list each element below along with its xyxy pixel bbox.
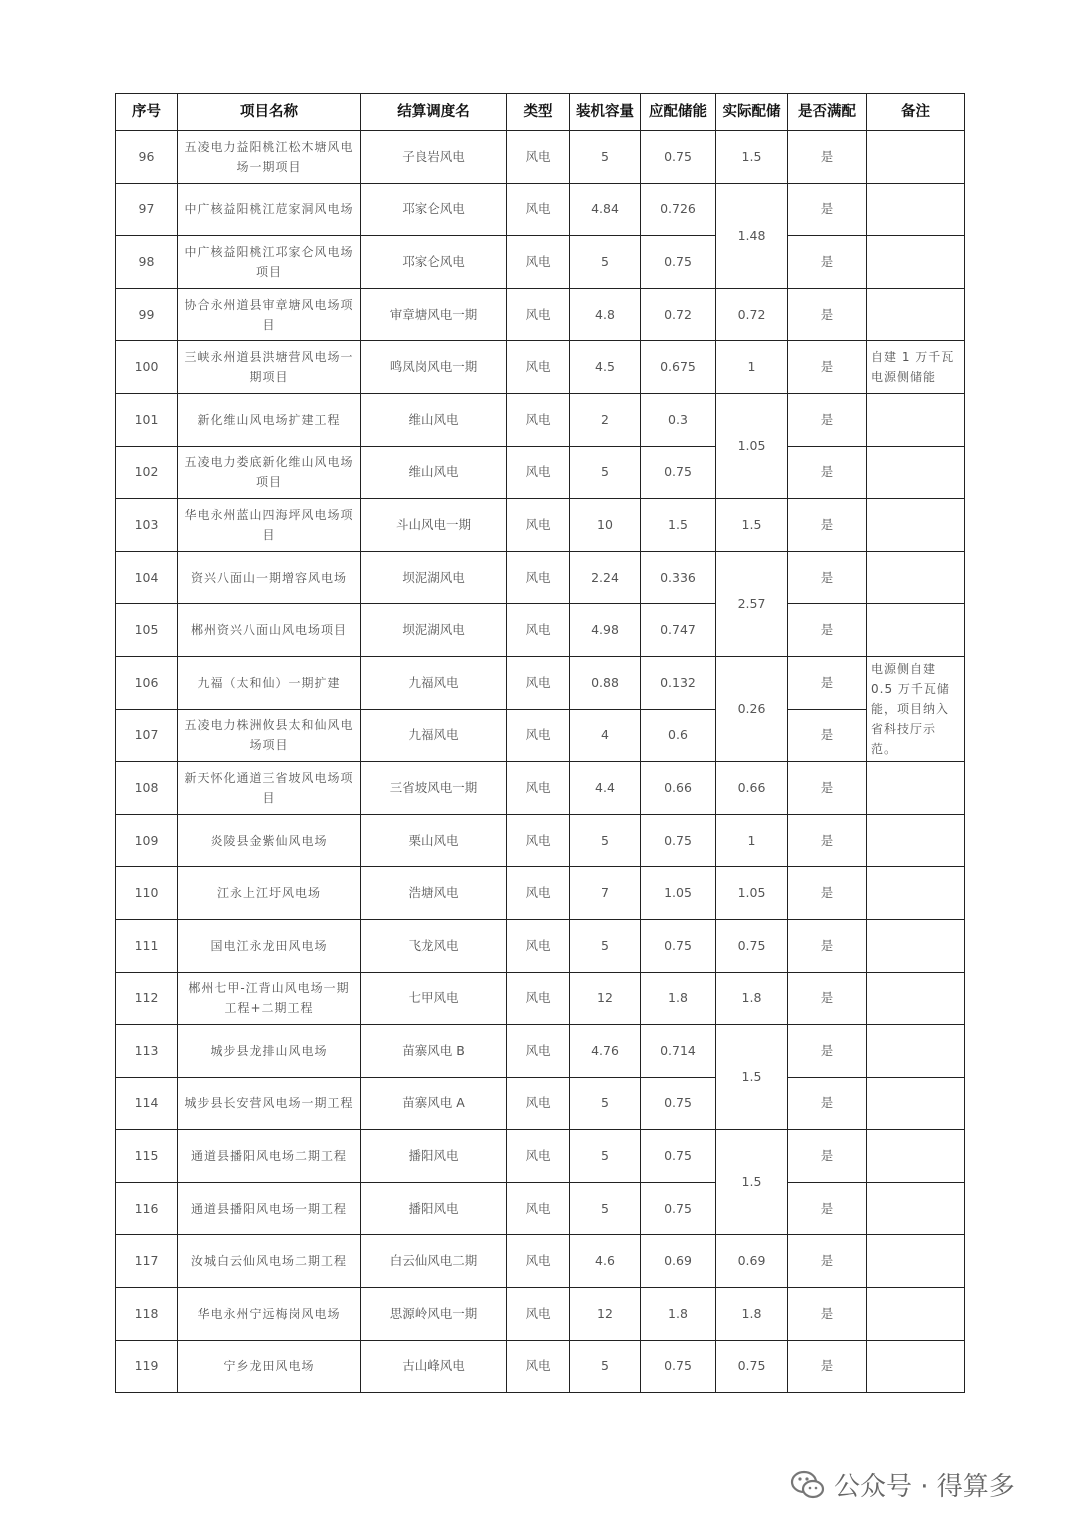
fully-met-cell: 是 [788,1025,867,1078]
capacity-cell: 0.88 [570,656,641,709]
header-row [116,94,965,131]
table-row [116,867,965,920]
type-cell: 风电 [507,1130,570,1183]
actual-storage-cell: 0.26 [716,656,788,761]
type-cell: 风电 [507,972,570,1025]
required-storage-cell: 0.75 [641,814,716,867]
type-cell: 风电 [507,183,570,236]
project-name-cell: 新化维山风电场扩建工程 [178,393,361,446]
row-number-cell: 99 [116,288,178,341]
fully-met-cell: 是 [788,1182,867,1235]
table-row [116,1182,965,1235]
remarks-cell [867,1340,965,1393]
row-number-cell: 110 [116,867,178,920]
actual-storage-cell: 0.75 [716,919,788,972]
remarks-cell [867,499,965,552]
table-row [116,1077,965,1130]
capacity-cell: 5 [570,236,641,289]
required-storage-cell: 0.69 [641,1235,716,1288]
required-storage-cell: 1.8 [641,972,716,1025]
fully-met-cell: 是 [788,709,867,762]
remarks-cell [867,236,965,289]
capacity-cell: 2 [570,393,641,446]
type-cell: 风电 [507,393,570,446]
type-cell: 风电 [507,709,570,762]
required-storage-cell: 0.75 [641,1340,716,1393]
capacity-cell: 4.76 [570,1025,641,1078]
capacity-cell: 4.6 [570,1235,641,1288]
dispatch-name-cell: 邛家仑风电 [361,183,507,236]
fully-met-cell: 是 [788,393,867,446]
dispatch-name-cell: 鸣凤岗风电一期 [361,341,507,394]
table-row [116,446,965,499]
capacity-cell: 12 [570,972,641,1025]
remarks-cell [867,919,965,972]
required-storage-cell: 0.66 [641,762,716,815]
table-row [116,499,965,552]
required-storage-cell: 0.75 [641,446,716,499]
capacity-cell: 4.8 [570,288,641,341]
table-row [116,341,965,394]
required-storage-cell: 0.747 [641,604,716,657]
capacity-cell: 5 [570,919,641,972]
type-cell: 风电 [507,1340,570,1393]
table-row [116,1288,965,1341]
fully-met-cell: 是 [788,341,867,394]
project-name-cell: 郴州七甲-江背山风电场一期工程+二期工程 [178,972,361,1025]
required-storage-cell: 0.75 [641,236,716,289]
dispatch-name-cell: 古山峰风电 [361,1340,507,1393]
project-name-cell: 中广核益阳桃江邛家仑风电场项目 [178,236,361,289]
dispatch-name-cell: 思源岭风电一期 [361,1288,507,1341]
required-storage-cell: 0.75 [641,1130,716,1183]
dispatch-name-cell: 播阳风电 [361,1182,507,1235]
actual-storage-cell: 1.5 [716,499,788,552]
project-name-cell: 协合永州道县审章塘风电场项目 [178,288,361,341]
fully-met-cell: 是 [788,867,867,920]
type-cell: 风电 [507,762,570,815]
remarks-cell [867,814,965,867]
dispatch-name-cell: 审章塘风电一期 [361,288,507,341]
fully-met-cell: 是 [788,131,867,184]
col-header-required-storage: 应配储能 [641,94,716,131]
type-cell: 风电 [507,604,570,657]
type-cell: 风电 [507,288,570,341]
col-header-remarks: 备注 [867,94,965,131]
actual-storage-cell: 1.5 [716,1025,788,1130]
required-storage-cell: 0.726 [641,183,716,236]
required-storage-cell: 0.3 [641,393,716,446]
type-cell: 风电 [507,551,570,604]
dispatch-name-cell: 坝泥湖风电 [361,604,507,657]
table-row [116,709,965,762]
capacity-cell: 5 [570,131,641,184]
required-storage-cell: 0.72 [641,288,716,341]
dispatch-name-cell: 白云仙风电二期 [361,1235,507,1288]
type-cell: 风电 [507,446,570,499]
project-name-cell: 资兴八面山一期增容风电场 [178,551,361,604]
row-number-cell: 116 [116,1182,178,1235]
actual-storage-cell: 0.72 [716,288,788,341]
required-storage-cell: 0.75 [641,1077,716,1130]
type-cell: 风电 [507,1182,570,1235]
col-header-type: 类型 [507,94,570,131]
dispatch-name-cell: 斗山风电一期 [361,499,507,552]
type-cell: 风电 [507,1235,570,1288]
type-cell: 风电 [507,341,570,394]
type-cell: 风电 [507,1077,570,1130]
wechat-icon [790,1469,826,1501]
type-cell: 风电 [507,656,570,709]
type-cell: 风电 [507,131,570,184]
dispatch-name-cell: 苗寨风电 A [361,1077,507,1130]
project-name-cell: 华电永州宁远梅岗风电场 [178,1288,361,1341]
type-cell: 风电 [507,1025,570,1078]
project-name-cell: 江永上江圩风电场 [178,867,361,920]
project-name-cell: 五凌电力株洲攸县太和仙风电场项目 [178,709,361,762]
project-name-cell: 九福（太和仙）一期扩建 [178,656,361,709]
capacity-cell: 5 [570,1182,641,1235]
table-row [116,1340,965,1393]
dispatch-name-cell: 浩塘风电 [361,867,507,920]
actual-storage-cell: 1.05 [716,393,788,498]
remarks-cell [867,1130,965,1183]
remarks-cell [867,972,965,1025]
row-number-cell: 96 [116,131,178,184]
type-cell: 风电 [507,499,570,552]
capacity-cell: 4.5 [570,341,641,394]
project-name-cell: 五凌电力娄底新化维山风电场项目 [178,446,361,499]
table-row [116,236,965,289]
capacity-cell: 4.4 [570,762,641,815]
project-name-cell: 三峡永州道县洪塘营风电场一期项目 [178,341,361,394]
capacity-cell: 2.24 [570,551,641,604]
table-row [116,131,965,184]
remarks-cell [867,1077,965,1130]
dispatch-name-cell: 邛家仑风电 [361,236,507,289]
fully-met-cell: 是 [788,656,867,709]
fully-met-cell: 是 [788,972,867,1025]
type-cell: 风电 [507,919,570,972]
remarks-cell [867,183,965,236]
col-header-fully-met: 是否满配 [788,94,867,131]
row-number-cell: 115 [116,1130,178,1183]
row-number-cell: 111 [116,919,178,972]
project-name-cell: 华电永州蓝山四海坪风电场项目 [178,499,361,552]
required-storage-cell: 0.75 [641,919,716,972]
row-number-cell: 114 [116,1077,178,1130]
capacity-cell: 5 [570,446,641,499]
required-storage-cell: 0.132 [641,656,716,709]
row-number-cell: 98 [116,236,178,289]
row-number-cell: 119 [116,1340,178,1393]
project-name-cell: 宁乡龙田风电场 [178,1340,361,1393]
project-name-cell: 汝城白云仙风电场二期工程 [178,1235,361,1288]
fully-met-cell: 是 [788,604,867,657]
dispatch-name-cell: 苗寨风电 B [361,1025,507,1078]
dispatch-name-cell: 播阳风电 [361,1130,507,1183]
capacity-cell: 5 [570,1130,641,1183]
row-number-cell: 100 [116,341,178,394]
col-header-project-name: 项目名称 [178,94,361,131]
project-name-cell: 炎陵县金紫仙风电场 [178,814,361,867]
actual-storage-cell: 1.5 [716,1130,788,1235]
remarks-cell [867,867,965,920]
actual-storage-cell: 1.05 [716,867,788,920]
table-row [116,183,965,236]
capacity-cell: 5 [570,1077,641,1130]
table-row [116,1025,965,1078]
table-row [116,551,965,604]
fully-met-cell: 是 [788,814,867,867]
project-name-cell: 城步县龙排山风电场 [178,1025,361,1078]
required-storage-cell: 1.5 [641,499,716,552]
row-number-cell: 106 [116,656,178,709]
capacity-cell: 10 [570,499,641,552]
col-header-dispatch-name: 结算调度名 [361,94,507,131]
actual-storage-cell: 0.75 [716,1340,788,1393]
capacity-cell: 4 [570,709,641,762]
table-row [116,393,965,446]
dispatch-name-cell: 栗山风电 [361,814,507,867]
dispatch-name-cell: 坝泥湖风电 [361,551,507,604]
table-row [116,656,965,709]
remarks-cell [867,1288,965,1341]
fully-met-cell: 是 [788,919,867,972]
required-storage-cell: 0.675 [641,341,716,394]
project-name-cell: 通道县播阳风电场二期工程 [178,1130,361,1183]
project-name-cell: 中广核益阳桃江苊家洞风电场 [178,183,361,236]
dispatch-name-cell: 七甲风电 [361,972,507,1025]
watermark [790,1466,1015,1503]
remarks-cell: 电源侧自建 0.5 万千瓦储能，项目纳入省科技厅示范。 [867,656,965,761]
fully-met-cell: 是 [788,183,867,236]
table-row [116,972,965,1025]
fully-met-cell: 是 [788,1340,867,1393]
type-cell: 风电 [507,236,570,289]
project-name-cell: 新天怀化通道三省坡风电场项目 [178,762,361,815]
actual-storage-cell: 0.66 [716,762,788,815]
remarks-cell [867,446,965,499]
actual-storage-cell: 1.48 [716,183,788,288]
required-storage-cell: 0.6 [641,709,716,762]
fully-met-cell: 是 [788,499,867,552]
table-row [116,604,965,657]
capacity-cell: 7 [570,867,641,920]
remarks-cell [867,604,965,657]
remarks-cell [867,551,965,604]
row-number-cell: 113 [116,1025,178,1078]
project-name-cell: 郴州资兴八面山风电场项目 [178,604,361,657]
required-storage-cell: 1.8 [641,1288,716,1341]
row-number-cell: 108 [116,762,178,815]
remarks-cell [867,1235,965,1288]
table-row [116,919,965,972]
fully-met-cell: 是 [788,551,867,604]
fully-met-cell: 是 [788,1288,867,1341]
capacity-cell: 5 [570,814,641,867]
dispatch-name-cell: 九福风电 [361,656,507,709]
remarks-cell [867,131,965,184]
remarks-cell [867,1025,965,1078]
table-row [116,288,965,341]
required-storage-cell: 1.05 [641,867,716,920]
capacity-cell: 4.98 [570,604,641,657]
row-number-cell: 103 [116,499,178,552]
capacity-cell: 12 [570,1288,641,1341]
row-number-cell: 102 [116,446,178,499]
actual-storage-cell: 1 [716,814,788,867]
fully-met-cell: 是 [788,1077,867,1130]
remarks-cell: 自建 1 万千瓦电源侧储能 [867,341,965,394]
dispatch-name-cell: 飞龙风电 [361,919,507,972]
table-body [116,131,965,1393]
dispatch-name-cell: 三省坡风电一期 [361,762,507,815]
fully-met-cell: 是 [788,236,867,289]
dispatch-name-cell: 维山风电 [361,393,507,446]
remarks-cell [867,393,965,446]
row-number-cell: 101 [116,393,178,446]
required-storage-cell: 0.75 [641,131,716,184]
actual-storage-cell: 1.8 [716,1288,788,1341]
actual-storage-cell: 0.69 [716,1235,788,1288]
row-number-cell: 118 [116,1288,178,1341]
col-header-capacity: 装机容量 [570,94,641,131]
fully-met-cell: 是 [788,446,867,499]
actual-storage-cell: 1.8 [716,972,788,1025]
dispatch-name-cell: 九福风电 [361,709,507,762]
col-header-actual-storage: 实际配储 [716,94,788,131]
capacity-cell: 4.84 [570,183,641,236]
required-storage-cell: 0.714 [641,1025,716,1078]
col-header-no: 序号 [116,94,178,131]
row-number-cell: 105 [116,604,178,657]
table-row [116,762,965,815]
row-number-cell: 97 [116,183,178,236]
table-row [116,1235,965,1288]
row-number-cell: 112 [116,972,178,1025]
actual-storage-cell: 1 [716,341,788,394]
fully-met-cell: 是 [788,1130,867,1183]
project-name-cell: 城步县长安营风电场一期工程 [178,1077,361,1130]
dispatch-name-cell: 维山风电 [361,446,507,499]
row-number-cell: 117 [116,1235,178,1288]
wind-storage-table [115,93,965,1393]
table-row [116,814,965,867]
type-cell: 风电 [507,814,570,867]
row-number-cell: 104 [116,551,178,604]
fully-met-cell: 是 [788,1235,867,1288]
required-storage-cell: 0.336 [641,551,716,604]
table-row [116,1130,965,1183]
remarks-cell [867,288,965,341]
type-cell: 风电 [507,1288,570,1341]
dispatch-name-cell: 子良岩风电 [361,131,507,184]
row-number-cell: 107 [116,709,178,762]
actual-storage-cell: 2.57 [716,551,788,656]
project-name-cell: 国电江永龙田风电场 [178,919,361,972]
required-storage-cell: 0.75 [641,1182,716,1235]
remarks-cell [867,1182,965,1235]
watermark-text: 公众号 · 得算多 [834,1472,1015,1502]
fully-met-cell: 是 [788,288,867,341]
row-number-cell: 109 [116,814,178,867]
remarks-cell [867,762,965,815]
actual-storage-cell: 1.5 [716,131,788,184]
project-name-cell: 通道县播阳风电场一期工程 [178,1182,361,1235]
fully-met-cell: 是 [788,762,867,815]
capacity-cell: 5 [570,1340,641,1393]
project-name-cell: 五凌电力益阳桃江松木塘风电场一期项目 [178,131,361,184]
type-cell: 风电 [507,867,570,920]
